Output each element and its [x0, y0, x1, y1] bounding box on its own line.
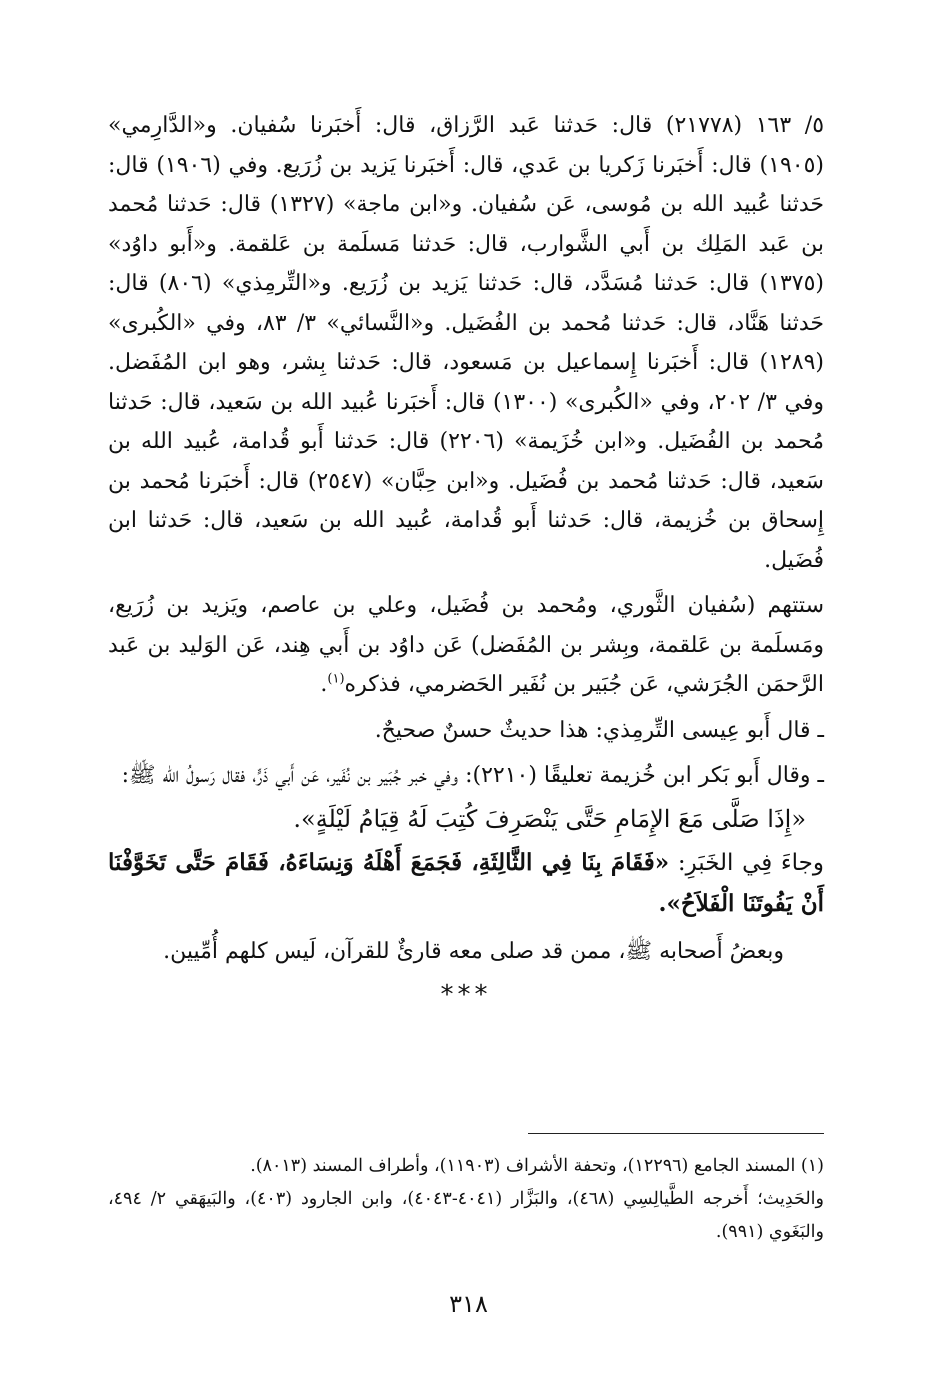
tirmidhi-comment: ـ قال أَبو عِيسى التِّرمِذي: هذا حديثٌ حسنٌ صحيحٌ.	[374, 717, 824, 743]
footnote-line-1: (١) المسند الجامع (١٢٢٩٦)، وتحفة الأشراف (١١٩٠٣)، وأطراف المسند (٨٠١٣).	[250, 1156, 824, 1176]
footnote-marker[interactable]: (١)	[327, 671, 345, 687]
closing-remark: وبعضُ أَصحابه ﷺ، ممن قد صلى معه قارئٌ للقرآن، لَيس كلهم أُمِّيين.	[163, 939, 784, 964]
ibn-khuzayma-comment: ـ وقال أَبو بَكر ابن خُزيمة تعليقًا (٢٢١٠): وفي خبر جُبَير بن نُفَير، عَن أَبي ذَرٍّ، فقال رَسولُ الله ﷺ:	[121, 763, 824, 788]
narrators-paragraph	[108, 586, 824, 705]
footnote-line-2: والحَدِيث؛ أَخرجه الطَّيالِسِي (٤٦٨)، والبَزَّار (٤٠٤١-٤٠٤٣)، وابن الجارود (٤٠٣)، والبَيهَقي ٢/ ٤٩٤، والبَغَوي (٩٩١).	[108, 1189, 824, 1242]
sources-paragraph: ٥/ ١٦٣ (٢١٧٧٨) قال: حَدثنا عَبد الرَّزاق، قال: أَخبَرنا سُفيان. و«الدَّارِمي» (١٩٠٥) قال: أَخبَرنا زَكريا بن عَدي، قال: أَخبَرنا يَزيد بن زُرَيع. وفي (١٩٠٦) قال: حَدثنا عُبيد الله بن مُوسى، عَن سُفيان. و«ابن ماجة» (١٣٢٧) قال: حَدثنا مُحمد بن عَبد المَلِك بن أَبي الشَّوارب، قال: حَدثنا مَسلَمة بن عَلقمة. و«أَبو داوُد» (١٣٧٥) قال: حَدثنا مُسَدَّد، قال: حَدثنا يَزيد بن زُرَيع. و«التِّرمِذي» (٨٠٦) قال: حَدثنا هَنَّاد، قال: حَدثنا مُحمد بن الفُضَيل. و«النَّسائي» ٣/ ٨٣، وفي «الكُبرى» (١٢٨٩) قال: أَخبَرنا إِسماعيل بن مَسعود، قال: حَدثنا بِشر، وهو ابن المُفَضل. وفي ٣/ ٢٠٢، وفي «الكُبرى» (١٣٠٠) قال: أَخبَرنا عُبيد الله بن سَعيد، قال: حَدثنا مُحمد بن الفُضَيل. و«ابن خُزَيمة» (٢٢٠٦) قال: حَدثنا أَبو قُدامة، عُبيد الله بن سَعيد، قال: حَدثنا مُحمد بن فُضَيل. و«ابن حِبَّان» (٢٥٤٧) قال: أَخبَرنا مُحمد بن إِسحاق بن خُزيمة، قال: حَدثنا أَبو قُدامة، عُبيد الله بن سَعيد، قال: حَدثنا ابن فُضَيل.	[108, 113, 825, 573]
page-number: ٣١٨	[449, 1290, 488, 1318]
footnotes	[108, 1150, 824, 1249]
narrators-end: .	[320, 672, 328, 697]
section-separator: ***	[440, 979, 492, 1010]
report-intro: وجاءَ فِي الخَبَرِ:	[669, 850, 825, 876]
report-text: «فَقَامَ بِنَا فِي الثَّالِثَةِ، فَجَمَعَ أَهْلَهُ وَنِسَاءَهُ، فَقَامَ حَتَّى تَخَوَّفْنَا أَنْ يَفُوتَنَا الْفَلاَحُ».	[108, 849, 824, 917]
hadith-text: «إِذَا صَلَّى مَعَ الإِمَامِ حَتَّى يَنْصَرِفَ كُتِبَ لَهُ قِيَامُ لَيْلَةٍ».	[293, 804, 806, 833]
main-text	[108, 106, 824, 1015]
report-paragraph	[108, 843, 824, 924]
footnote-divider	[528, 1133, 824, 1134]
narrators-text: ستتهم (سُفيان الثَّوري، ومُحمد بن فُضَيل، وعلي بن عاصم، ويَزيد بن زُرَيع، ومَسلَمة بن عَلقمة، وبِشر بن المُفَضل) عَن داوُد بن أَبي هِند، عَن الوَليد بن عَبد الرَّحمَن الجُرَشي، عَن جُبَير بن نُفَير الحَضرمي، فذكره	[108, 593, 824, 697]
